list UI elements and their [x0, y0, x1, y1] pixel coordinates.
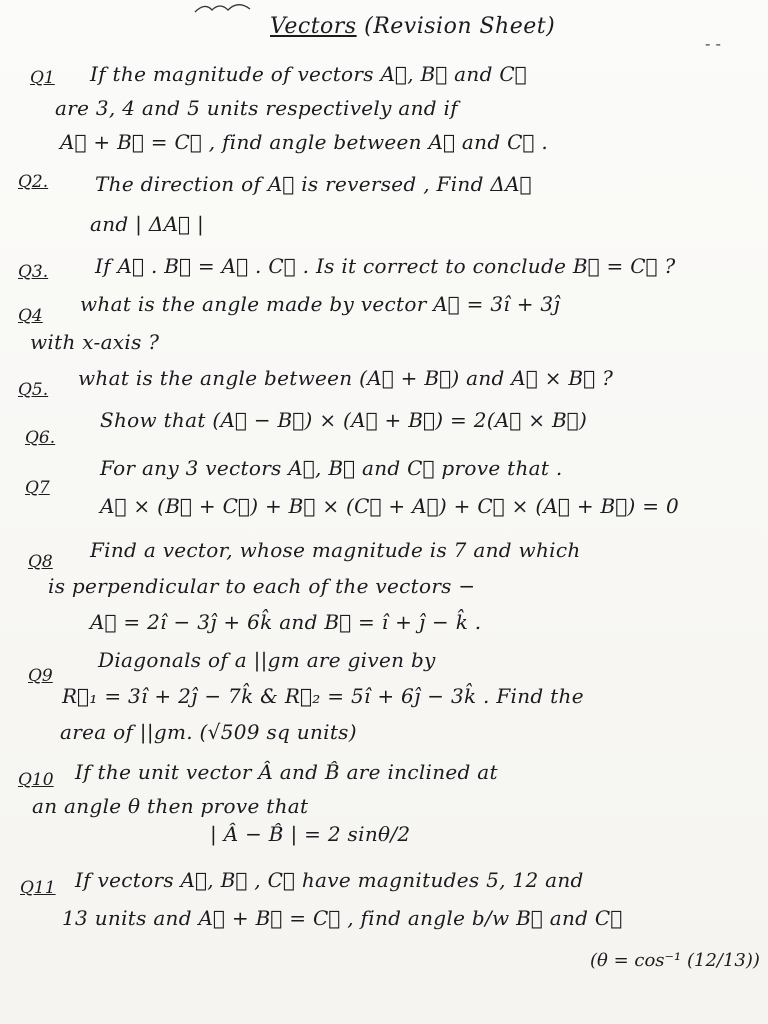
corner-marks: - - — [705, 34, 721, 53]
question-line: and | ΔA⃗ | — [90, 212, 205, 236]
question-line: Find a vector, whose magnitude is 7 and which — [90, 538, 581, 562]
question-line: an angle θ then prove that — [32, 794, 309, 818]
question-number: Q10 — [18, 770, 54, 790]
question-number: Q2. — [18, 172, 49, 192]
question-line: 13 units and A⃗ + B⃗ = C⃗ , find angle b/w B⃗ and C⃗ — [62, 906, 623, 930]
question-line: | Â − B̂ | = 2 sinθ/2 — [210, 822, 411, 846]
question-line: If A⃗ . B⃗ = A⃗ . C⃗ . Is it correct to conclude B⃗ = C⃗ ? — [95, 254, 676, 278]
question-number: Q1 — [30, 68, 55, 88]
question-line: with x-axis ? — [30, 330, 160, 354]
question-number: Q9 — [28, 666, 53, 686]
question-line: are 3, 4 and 5 units respectively and if — [55, 96, 458, 120]
question-line: A⃗ = 2î − 3ĵ + 6k̂ and B⃗ = î + ĵ − k̂ . — [90, 610, 482, 634]
question-line: If the magnitude of vectors A⃗, B⃗ and C⃗ — [90, 62, 527, 86]
question-line: If vectors A⃗, B⃗ , C⃗ have magnitudes 5, 12 and — [75, 868, 584, 892]
question-line: Show that (A⃗ − B⃗) × (A⃗ + B⃗) = 2(A⃗ × B⃗) — [100, 408, 588, 432]
question-line: For any 3 vectors A⃗, B⃗ and C⃗ prove that . — [100, 456, 563, 480]
question-line: The direction of A⃗ is reversed , Find ΔA⃗ — [95, 172, 532, 196]
title-sub: (Revision Sheet) — [364, 14, 556, 39]
question-number: Q5. — [18, 380, 49, 400]
page-title — [270, 14, 555, 39]
question-line: If the unit vector Â and B̂ are inclined at — [75, 760, 498, 784]
question-line: R⃗₁ = 3î + 2ĵ − 7k̂ & R⃗₂ = 5î + 6ĵ − 3k̂ . Find the — [62, 684, 584, 708]
question-line: area of ||gm. (√509 sq units) — [60, 720, 357, 744]
question-line: what is the angle between (A⃗ + B⃗) and A⃗ × B⃗ ? — [78, 366, 614, 390]
title-main: Vectors — [270, 14, 357, 39]
q11-answer: (θ = cos⁻¹ (12/13)) — [590, 950, 760, 971]
question-number: Q7 — [25, 478, 50, 498]
question-line: A⃗ × (B⃗ + C⃗) + B⃗ × (C⃗ + A⃗) + C⃗ × (A⃗ + B⃗) = 0 — [100, 494, 680, 518]
question-number: Q6. — [25, 428, 56, 448]
question-line: Diagonals of a ||gm are given by — [98, 648, 436, 672]
question-number: Q8 — [28, 552, 53, 572]
question-number: Q11 — [20, 878, 56, 898]
question-line: A⃗ + B⃗ = C⃗ , find angle between A⃗ and C⃗ . — [60, 130, 548, 154]
question-line: is perpendicular to each of the vectors − — [48, 574, 476, 598]
top-scribble — [190, 0, 280, 14]
question-number: Q4 — [18, 306, 43, 326]
question-number: Q3. — [18, 262, 49, 282]
question-line: what is the angle made by vector A⃗ = 3î + 3ĵ — [80, 292, 560, 316]
